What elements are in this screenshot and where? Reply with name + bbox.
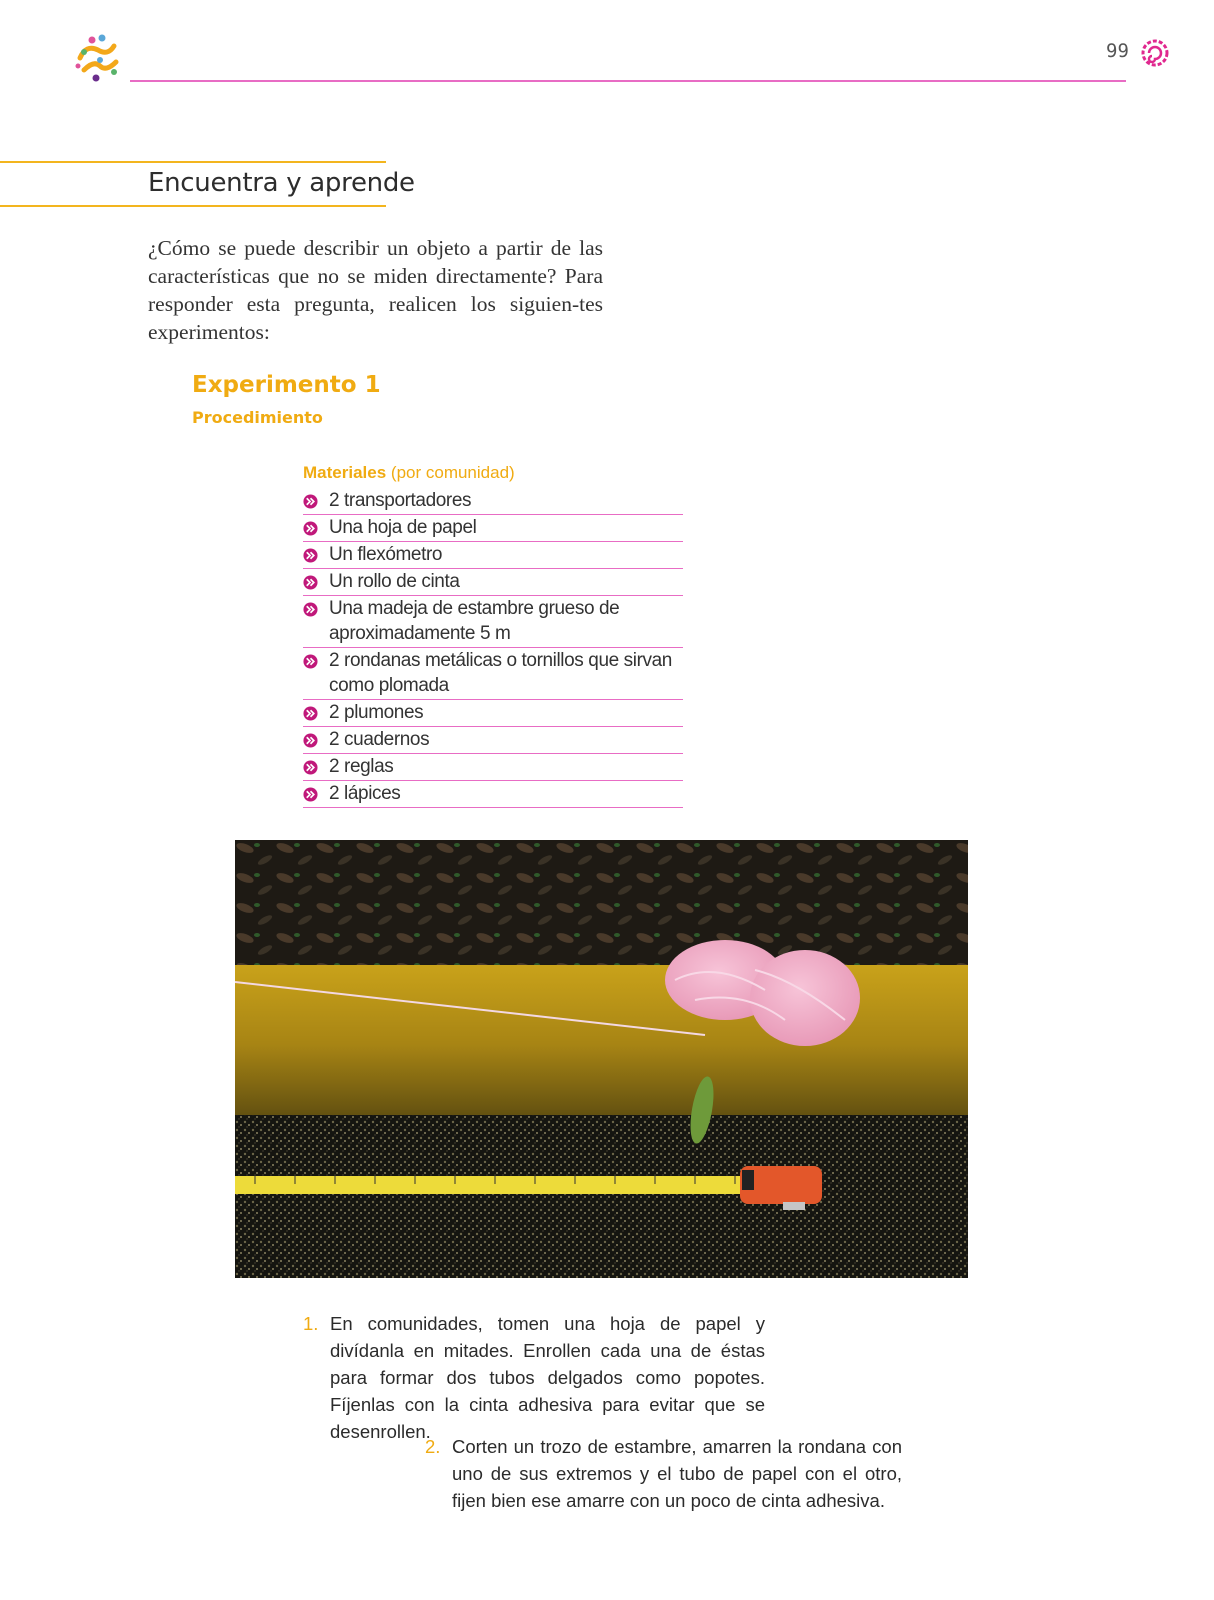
materials-item-text: 2 cuadernos (329, 729, 430, 750)
step-1-number: 1. (303, 1313, 319, 1334)
spiral-ornament-icon (1140, 38, 1170, 68)
materials-list-item (303, 542, 683, 569)
publisher-logo-icon (70, 30, 126, 86)
intro-paragraph: ¿Cómo se puede describir un objeto a partir de las características que no se miden directamente? Para responder esta pregunta, realicen los siguien-tes experimentos: (148, 236, 603, 344)
materials-item-text: 2 reglas (329, 756, 394, 777)
materials-list-item (303, 727, 683, 754)
materials-heading-note: (por comunidad) (390, 463, 515, 482)
materials-list-item (303, 754, 683, 781)
materials-item-text: Una hoja de papel (329, 517, 477, 538)
materials-list-item (303, 648, 683, 700)
step-1 (303, 1310, 765, 1445)
double-chevron-bullet-icon (303, 760, 318, 775)
section-rule-bottom (0, 205, 386, 207)
step-2-number: 2. (425, 1436, 441, 1457)
double-chevron-bullet-icon (303, 602, 318, 617)
materials-list-item (303, 569, 683, 596)
materials-list-item (303, 596, 683, 648)
double-chevron-bullet-icon (303, 787, 318, 802)
materials-list-item (303, 488, 683, 515)
materials-list-item (303, 515, 683, 542)
materials-item-text: 2 rondanas metálicas o tornillos que sirvan como plomada (329, 650, 672, 696)
step-1-text: En comunidades, tomen una hoja de papel y divídanla en mitades. Enrollen cada una de éstas para formar dos tubos delgados como popotes. Fíjenlas con la cinta adhesiva para evitar que se desenrollen. (330, 1313, 765, 1442)
materials-item-text: Un flexómetro (329, 544, 443, 565)
experiment-subtitle: Procedimiento (192, 408, 323, 427)
materials-list (303, 488, 683, 808)
double-chevron-bullet-icon (303, 548, 318, 563)
materials-heading-label: Materiales (303, 463, 387, 482)
materials-item-text: 2 plumones (329, 702, 424, 723)
photo-yarn-and-tape-measure (235, 840, 968, 1278)
materials-item-text: 2 lápices (329, 783, 401, 804)
double-chevron-bullet-icon (303, 575, 318, 590)
step-2-text: Corten un trozo de estambre, amarren la rondana con uno de sus extremos y el tubo de papel con el otro, fijen bien ese amarre con un poco de cinta adhesiva. (452, 1436, 902, 1511)
double-chevron-bullet-icon (303, 521, 318, 536)
double-chevron-bullet-icon (303, 654, 318, 669)
section-rule-top (0, 161, 386, 163)
double-chevron-bullet-icon (303, 733, 318, 748)
header-rule (130, 80, 1126, 82)
materials-item-text: Un rollo de cinta (329, 571, 460, 592)
materials-list-item (303, 781, 683, 808)
double-chevron-bullet-icon (303, 494, 318, 509)
materials-heading (303, 463, 515, 483)
page-number: 99 (1106, 40, 1129, 62)
materials-list-item (303, 700, 683, 727)
step-2 (425, 1433, 902, 1514)
materials-item-text: Una madeja de estambre grueso de aproximadamente 5 m (329, 598, 620, 644)
materials-item-text: 2 transportadores (329, 490, 472, 511)
section-title: Encuentra y aprende (148, 168, 415, 198)
double-chevron-bullet-icon (303, 706, 318, 721)
experiment-title: Experimento 1 (192, 372, 381, 398)
